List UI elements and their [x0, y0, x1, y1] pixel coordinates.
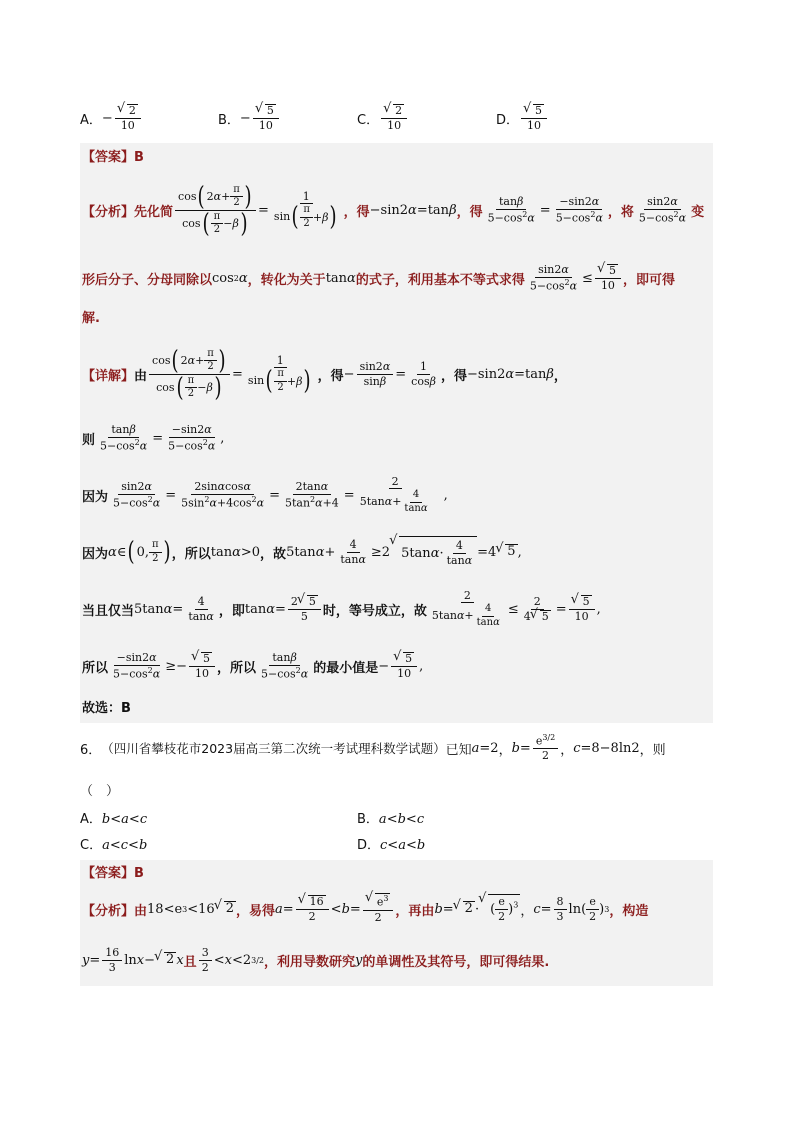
- q6-stem: 6． （四川省攀枝花市2023届高三第二次统一考试理科数学试题） 已知 a =2 ， b = $\frac{e^{3/2}}{2}$ ， c =8−8ln2 ，则: [80, 732, 666, 763]
- q5-detail-because2: 因为 α ∈ ( 0, π 2 ) ，所以 tan α >0 ，故 5tan α + $\frac{4}{\tan\alpha}$ ≥2 √ 5tanα· $\frac{4}{\tan\alpha}$ =4 √ 5 ,: [82, 530, 522, 574]
- option-d-value: √ 5 10: [521, 104, 547, 133]
- q6-option-b: B．a<b<c: [357, 812, 425, 827]
- option-d: D． √ 5 10: [496, 100, 549, 136]
- option-a-value: √ $\frac{2}{10}$: [115, 104, 141, 133]
- q5-choose: 故选：B: [82, 701, 131, 716]
- q6-analysis-line2: y = $\frac{16}{3}$ ln x − √ 2 x 且 3 2 < x <2 3/2 ，利用导数研究 y 的单调性及其符号，即可得结果.: [82, 940, 549, 980]
- option-a: A． − √ $\frac{2}{10}$: [80, 100, 143, 136]
- option-b-value: √ $\frac{5}{10}$: [253, 104, 279, 133]
- q6-option-a: A．b<a<c: [80, 812, 148, 827]
- q6-paren: （ ）: [80, 784, 120, 799]
- q5-detail-equal-when: 当且仅当 5tan α = $\frac{4}{\tan\alpha}$ ，即 tan α = $\frac{2√ 5}{5}$ 时，等号成立，故 2 5tanα+ $\frac{4}{\tan\alpha}$ ≤ $\frac{2}{4√ 5}$ = √ $\frac{5}{10}$ ,: [82, 584, 601, 634]
- q5-analysis-line3: 解.: [82, 311, 100, 326]
- q6-option-d: D．c<a<b: [357, 838, 426, 853]
- q6-answer: 【答案】B: [82, 866, 144, 881]
- option-c: C． √ 2 10: [357, 100, 409, 136]
- q5-detail-then: 则 $\frac{\tan\beta}{5-\cos^2\alpha}$ = $\frac{-\sin 2\alpha}{5-\cos^2\alpha}$ ,: [82, 422, 225, 453]
- q6-analysis-line1: 【分析】 由 18<e 3 <16 √ 2 ，易得 a = √ $\frac{16}{2}$ < b = √ $\frac{e^3}{2}$ ，再由 b = √ 2 · √ ( $\frac{e}{2}$ )$^3$ ， c = $\frac{8}{3}$ ln( e 2 ) 3 ，构造: [82, 888, 648, 930]
- q5-detail-because1: 因为 $\frac{\sin 2\alpha}{5-\cos^2\alpha}$ = $\frac{2\sin\alpha\cos\alpha}{5\sin^2\alpha+4\cos^2\alpha}$ = $\frac{2\tan\alpha}{5\tan^2\alpha+4}$ = 2 5tanα+ $\frac{4}{\tan\alpha}$ ,: [82, 474, 448, 514]
- q5-analysis-line2: 形后分子、分母同除以 cos 2 α ，转化为关于 tan α 的式子，利用基本不等式求得 $\frac{\sin 2\alpha}{5-\cos^2\alpha}$ ≤ √ $\frac{5}{10}$ ，即可得: [82, 258, 675, 298]
- q5-detail-so: 所以 $\frac{-\sin 2\alpha}{5-\cos^2\alpha}$ ≥− √ $\frac{5}{10}$ ，所以 tanβ $5-\cos^2\alpha$ 的最小值是 − √ $\frac{5}{10}$ ,: [82, 646, 423, 686]
- option-c-value: √ 2 10: [381, 104, 407, 133]
- q5-analysis-line1: 【分析】 先化简 cos ( 2 α + $\frac{\pi}{2}$ ) cos ( π 2 − β ) = 1 sin ( π 2 + β ) ，得 −sin2 α =tan β ，得 $\frac{\tan\beta}{5-\cos^2\alpha}$ = $\frac{-\sin 2\alpha}{5-\cos^2\alpha}$ ，将 sin2α $5-\cos^2\alpha$ 变: [82, 181, 705, 239]
- q5-answer: 【答案】B: [82, 150, 144, 165]
- q5-detail-line1: 【详解】 由 cos ( 2 α + $\frac{\pi}{2}$ ) cos ( π 2 − β ) = 1 sin ( π 2 + β ) ，得 − $\frac{\sin 2\alpha}{\sin\beta}$ = $\frac{1}{\cos\beta}$ ，得 −sin2 α =tan β ，: [82, 345, 567, 403]
- q6-option-c: C．a<c<b: [80, 838, 148, 853]
- option-b: B． − √ $\frac{5}{10}$: [218, 100, 281, 136]
